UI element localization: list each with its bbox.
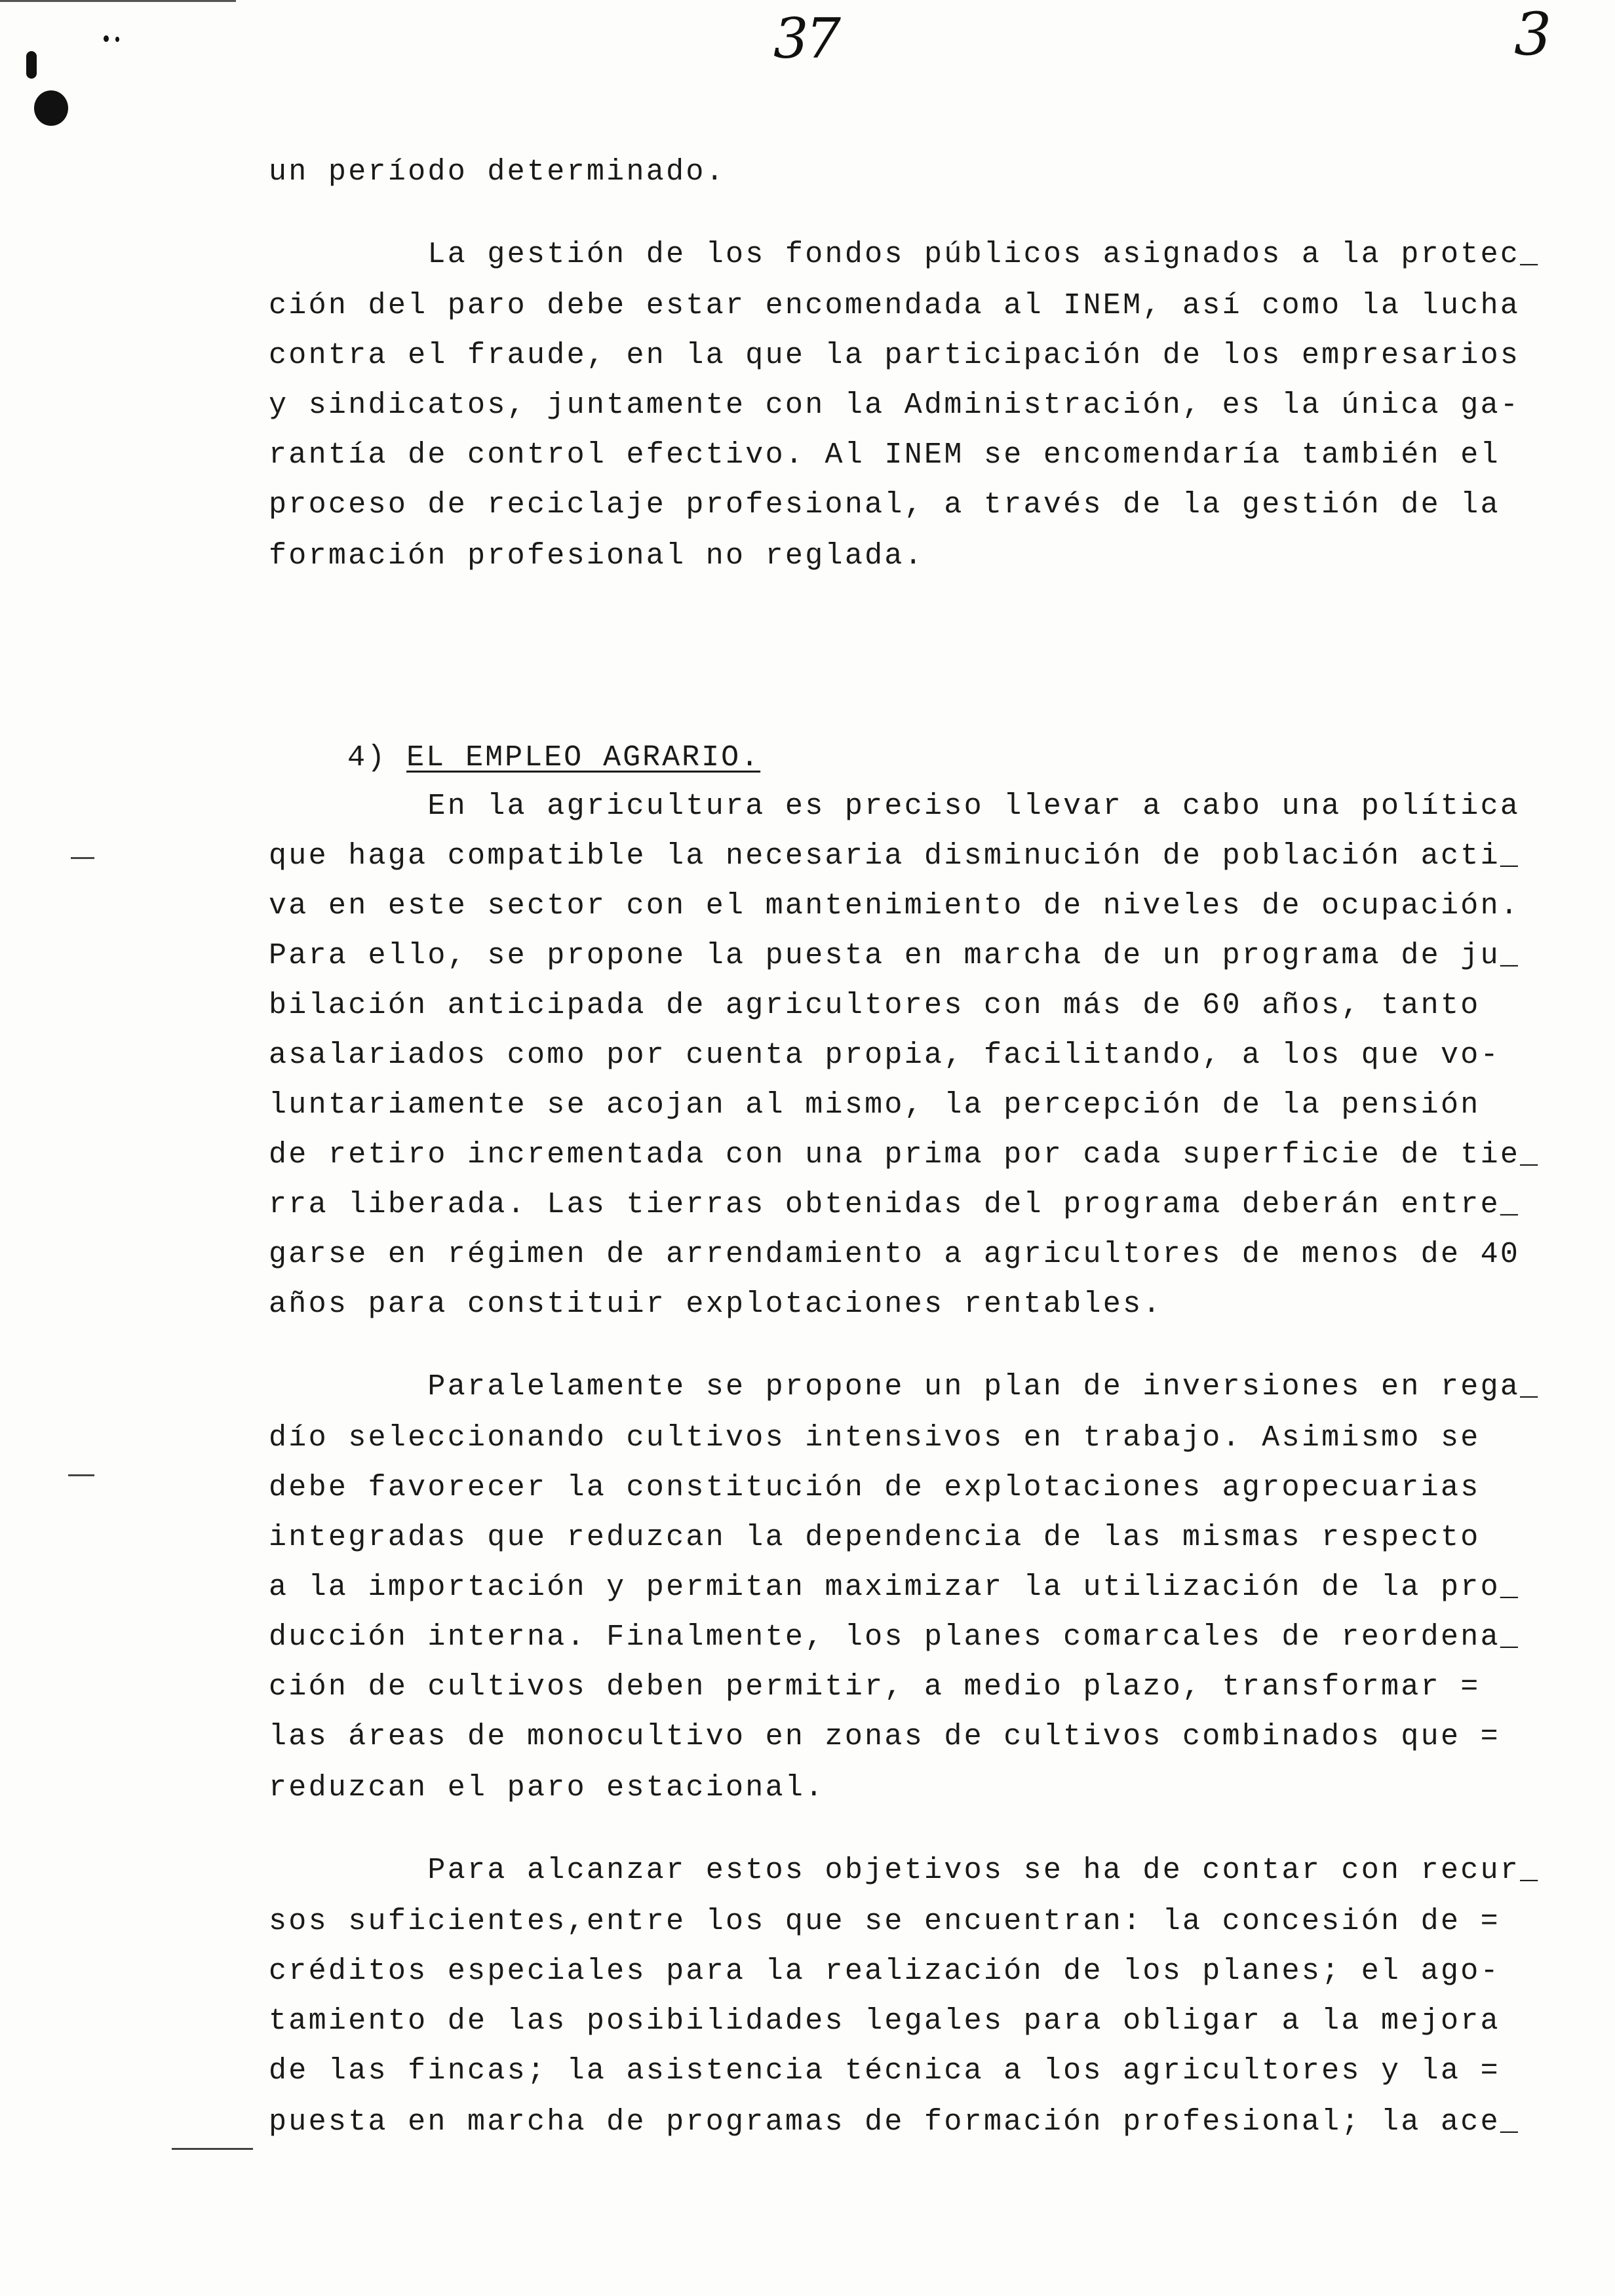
text-line: Para ello, se propone la puesta en marcha de un programa de ju_ <box>269 939 1521 972</box>
text-line: ción de cultivos deben permitir, a medio plazo, transformar = <box>269 1670 1481 1704</box>
text-line: rantía de control efectivo. Al INEM se encomendaría también el <box>269 438 1500 472</box>
text-line: reduzcan el paro estacional. <box>269 1771 825 1805</box>
margin-dash-mark <box>68 1474 94 1476</box>
margin-dash-mark <box>71 857 94 859</box>
text-line: proceso de reciclaje profesional, a través de la gestión de la <box>269 488 1500 522</box>
text-line: ducción interna. Finalmente, los planes comarcales de reordena_ <box>269 1620 1521 1654</box>
text-line: Paralelamente se propone un plan de inversiones en rega_ <box>269 1370 1540 1404</box>
text-line: debe favorecer la constitución de explotaciones agropecuarias <box>269 1471 1481 1504</box>
text-line: rra liberada. Las tierras obtenidas del programa deberán entre_ <box>269 1188 1521 1221</box>
text-line: dío seleccionando cultivos intensivos en trabajo. Asimismo se <box>269 1421 1481 1455</box>
text-line: sos suficientes,entre los que se encuentran: la concesión de = <box>269 1905 1500 1938</box>
page-number: 37 <box>773 7 838 71</box>
text-line: La gestión de los fondos públicos asignados a la protec_ <box>269 238 1540 271</box>
text-line: y sindicatos, juntamente con la Administración, es la única ga- <box>269 389 1521 422</box>
text-line: créditos especiales para la realización de los planes; el ago- <box>269 1955 1500 1988</box>
text-line: formación profesional no reglada. <box>269 539 925 573</box>
text-line: bilación anticipada de agricultores con más de 60 años, tanto <box>269 989 1481 1022</box>
text-line: En la agricultura es preciso llevar a cabo una política <box>269 790 1521 823</box>
text-line: años para constituir explotaciones rentables. <box>269 1288 1163 1321</box>
text-line: que haga compatible la necesaria disminución de población acti_ <box>269 839 1521 873</box>
text-line: asalariados como por cuenta propia, facilitando, a los que vo- <box>269 1039 1500 1072</box>
text-line: un período determinado. <box>269 155 726 189</box>
text-line: garse en régimen de arrendamiento a agricultores de menos de 40 <box>269 1238 1521 1271</box>
section-number: 4) <box>347 741 387 775</box>
text-line: de retiro incrementada con una prima por cada superficie de tie_ <box>269 1138 1540 1172</box>
text-line: Para alcanzar estos objetivos se ha de contar con recur_ <box>269 1854 1540 1887</box>
punch-hole-mark <box>26 51 37 79</box>
corner-mark: 3 <box>1514 0 1552 69</box>
margin-dash-mark <box>172 2148 253 2150</box>
text-line: ción del paro debe estar encomendada al INEM, así como la lucha <box>269 289 1521 322</box>
text-line: de las fincas; la asistencia técnica a los agricultores y la = <box>269 2054 1500 2088</box>
punch-hole-mark <box>34 90 68 126</box>
section-title: EL EMPLEO AGRARIO. <box>406 741 761 775</box>
speck-mark <box>115 37 119 42</box>
text-line: a la importación y permitan maximizar la utilización de la pro_ <box>269 1571 1521 1604</box>
text-line: va en este sector con el mantenimiento de niveles de ocupación. <box>269 889 1521 923</box>
text-line: contra el fraude, en la que la participación de los empresarios <box>269 339 1521 372</box>
text-line: puesta en marcha de programas de formación profesional; la ace_ <box>269 2105 1521 2139</box>
top-edge-rule <box>0 0 236 2</box>
speck-mark <box>104 35 109 42</box>
text-line: integradas que reduzcan la dependencia de las mismas respecto <box>269 1521 1481 1554</box>
text-line: luntariamente se acojan al mismo, la percepción de la pensión <box>269 1088 1481 1122</box>
text-line: las áreas de monocultivo en zonas de cultivos combinados que = <box>269 1720 1500 1753</box>
text-line: tamiento de las posibilidades legales para obligar a la mejora <box>269 2004 1500 2038</box>
